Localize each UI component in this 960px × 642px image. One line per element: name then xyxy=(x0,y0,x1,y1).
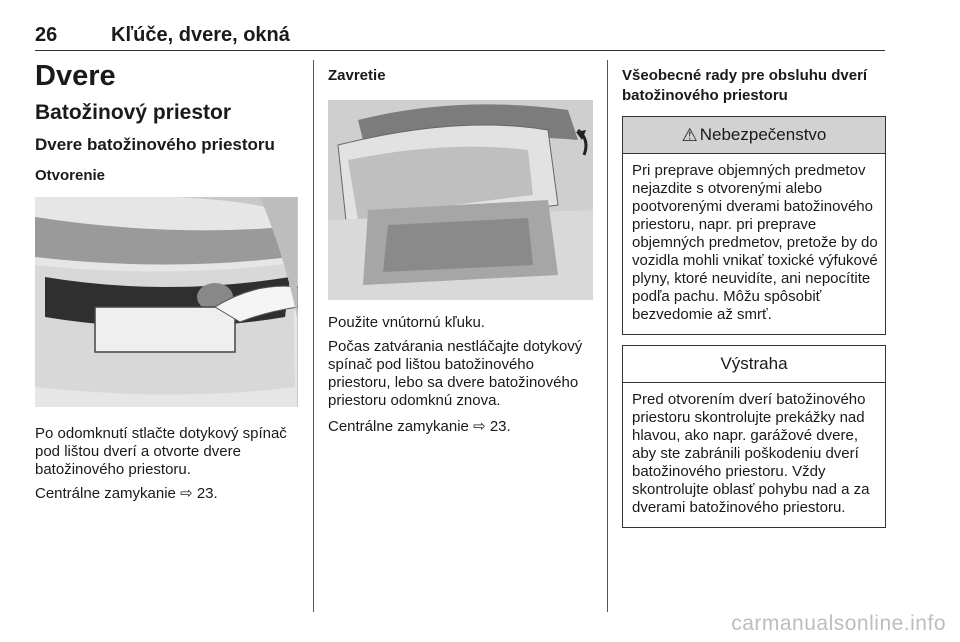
reference-text: Centrálne zamykanie xyxy=(35,485,176,502)
general-advice-heading: Všeobecné rady pre obsluhu dverí batožinového priestoru xyxy=(622,67,868,104)
header-rule xyxy=(35,50,885,51)
reference-page: 23. xyxy=(196,485,218,502)
subsection-heading: Batožinový priestor xyxy=(35,101,232,124)
danger-box-text: Pri preprave objemných predmetov nejazdite s otvorenými alebo pootvorenými dverami batožinového priestoru, napr. pri preprave objemných predmetov, pretože by do vozidla mohli vnikať toxické výfukové plyny, ktoré neuvidíte, ani nepocítite podľa pachu. Môžu spôsobiť bezvedomie až smrť. xyxy=(632,162,878,323)
open-instructions: Po odomknutí stlačte dotykový spínač pod lištou dverí a otvorte dvere batožinového priestoru. xyxy=(35,425,287,478)
reference-text: Centrálne zamykanie xyxy=(328,418,469,435)
topic-heading: Dvere batožinového priestoru xyxy=(35,135,275,154)
column-3 xyxy=(622,60,886,528)
close-instructions-1: Použite vnútornú kľuku. xyxy=(328,314,485,331)
column-divider xyxy=(313,60,314,612)
tailgate-close-illustration xyxy=(328,100,593,300)
cross-reference xyxy=(35,485,300,503)
watermark: carmanualsonline.info xyxy=(731,612,946,635)
danger-box xyxy=(622,116,886,335)
column-divider xyxy=(607,60,608,612)
step-heading-close: Zavretie xyxy=(328,67,386,84)
page-number: 26 xyxy=(35,24,58,46)
caution-box-title: Výstraha xyxy=(720,354,788,373)
cross-reference xyxy=(328,418,596,436)
page-header xyxy=(35,22,885,52)
danger-box-title: Nebezpečenstvo xyxy=(699,125,827,144)
arrow-right-icon: ⇨ xyxy=(180,485,193,502)
tailgate-open-illustration xyxy=(35,197,298,407)
column-1 xyxy=(35,60,300,503)
step-heading-open: Otvorenie xyxy=(35,167,106,184)
caution-box-header xyxy=(623,346,885,383)
warning-triangle-icon: ⚠ xyxy=(681,125,698,145)
reference-page: 23. xyxy=(489,418,511,435)
danger-box-header xyxy=(623,117,885,154)
column-2 xyxy=(328,60,596,436)
section-heading: Dvere xyxy=(35,60,116,92)
caution-box xyxy=(622,345,886,528)
chapter-title: Kľúče, dvere, okná xyxy=(111,24,290,46)
caution-box-text: Pred otvorením dverí batožinového priestoru skontrolujte prekážky nad hlavou, ako napr. garážové dvere, aby ste zabránili poškodeniu dverí batožinového priestoru. Vždy skontrolujte oblasť pohybu nad a za dverami batožinového priestoru. xyxy=(632,391,870,516)
arrow-right-icon: ⇨ xyxy=(473,418,486,435)
close-instructions-2: Počas zatvárania nestláčajte dotykový spínač pod lištou batožinového priestoru, lebo sa dvere batožinového priestoru odomknú znova. xyxy=(328,338,583,409)
